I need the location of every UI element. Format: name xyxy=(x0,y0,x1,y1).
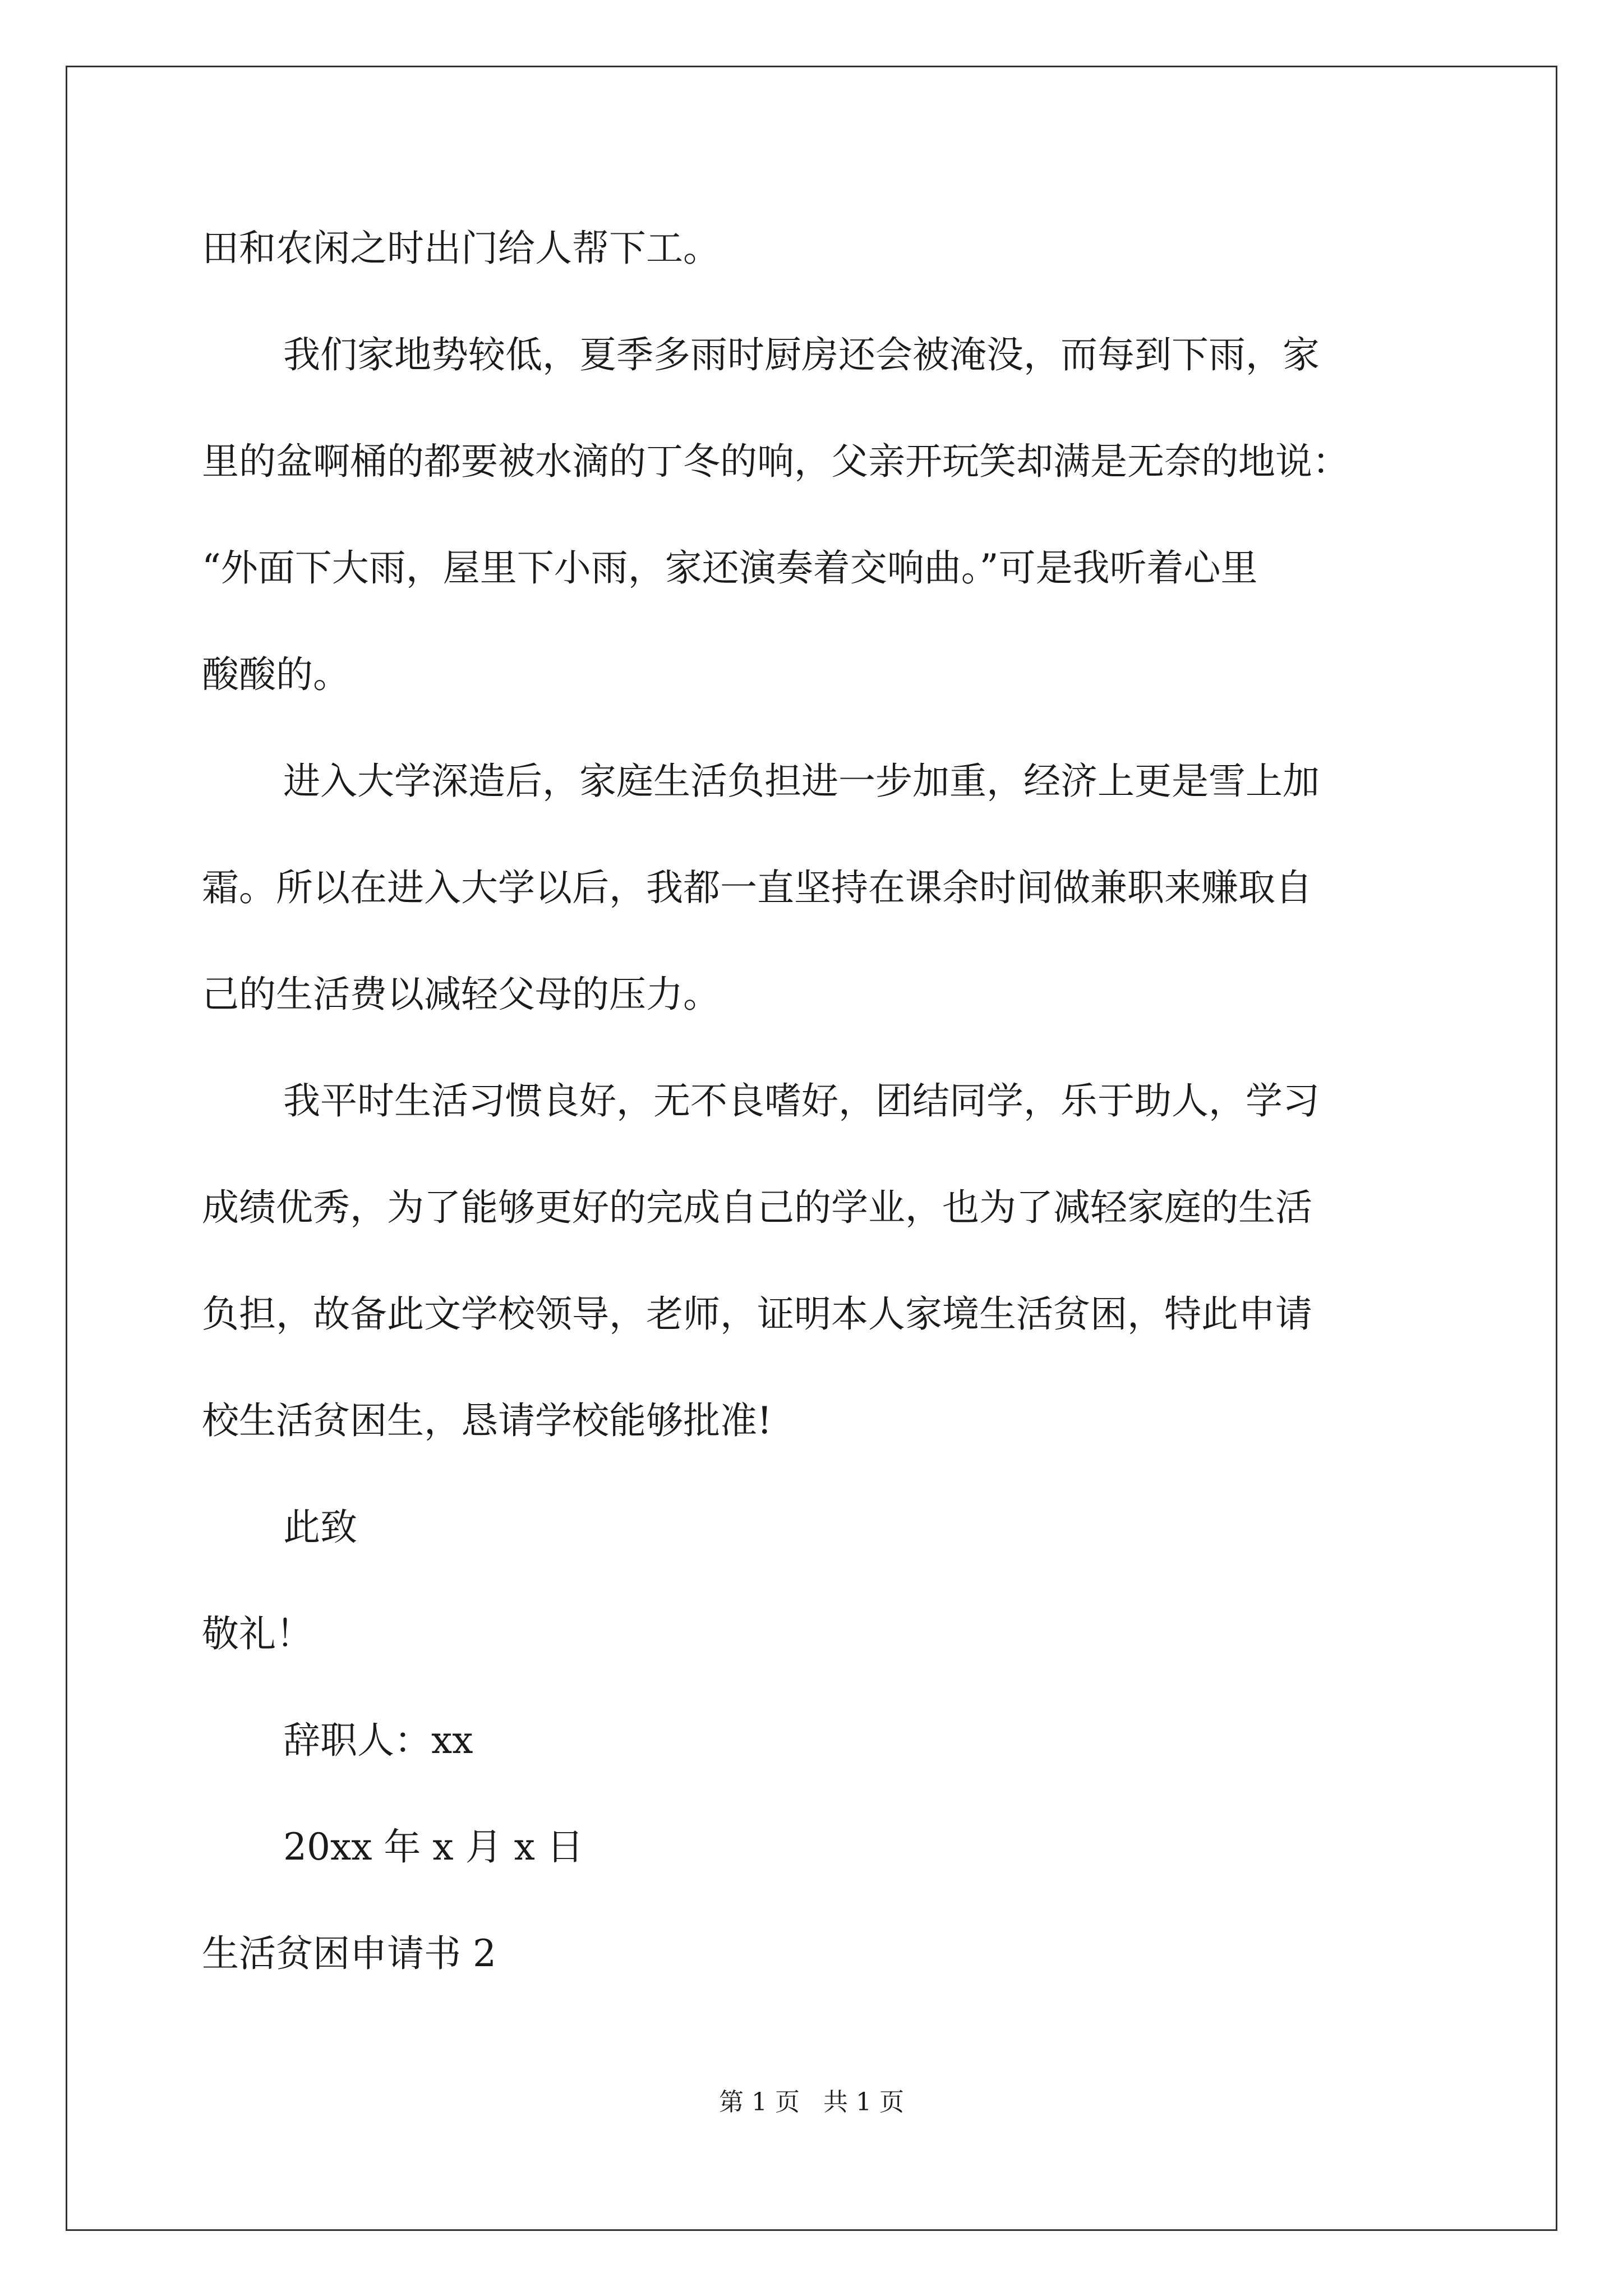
page-footer: 第 1 页 共 1 页 xyxy=(719,2088,904,2116)
text-line: 己的生活费以减轻父母的压力。 xyxy=(202,973,720,1016)
closing-salutation: 此致 xyxy=(283,1506,357,1549)
text-line: 校生活贫困生，恳请学校能够批准! xyxy=(202,1399,772,1442)
text-line: 霜。所以在进入大学以后，我都一直坚持在课余时间做兼职来赚取自 xyxy=(202,866,1312,909)
text-line: 里的盆啊桶的都要被水滴的丁冬的响，父亲开玩笑却满是无奈的地说： xyxy=(202,440,1349,483)
document-body xyxy=(202,195,1436,2007)
text-line: 成绩优秀，为了能够更好的完成自己的学业，也为了减轻家庭的生活 xyxy=(202,1186,1312,1229)
text-line: 我们家地势较低，夏季多雨时厨房还会被淹没，而每到下雨，家 xyxy=(283,333,1320,376)
next-section-title: 生活贫困申请书 2 xyxy=(202,1932,496,1975)
text-line: 进入大学深造后，家庭生活负担进一步加重，经济上更是雪上加 xyxy=(283,760,1320,803)
text-line: 田和农闲之时出门给人帮下工。 xyxy=(202,227,720,270)
closing-respect: 敬礼！ xyxy=(202,1612,313,1655)
text-line: 酸酸的。 xyxy=(202,653,350,696)
text-line: “外面下大雨，屋里下小雨，家还演奏着交响曲。”可是我听着心里 xyxy=(202,546,1258,590)
text-line: 负担，故备此文学校领导，老师，证明本人家境生活贫困，特此申请 xyxy=(202,1292,1312,1336)
signature-line: 辞职人：xx xyxy=(283,1719,473,1762)
date-line: 20xx 年 x 月 x 日 xyxy=(283,1825,584,1869)
text-line: 我平时生活习惯良好，无不良嗜好，团结同学，乐于助人，学习 xyxy=(283,1079,1320,1122)
